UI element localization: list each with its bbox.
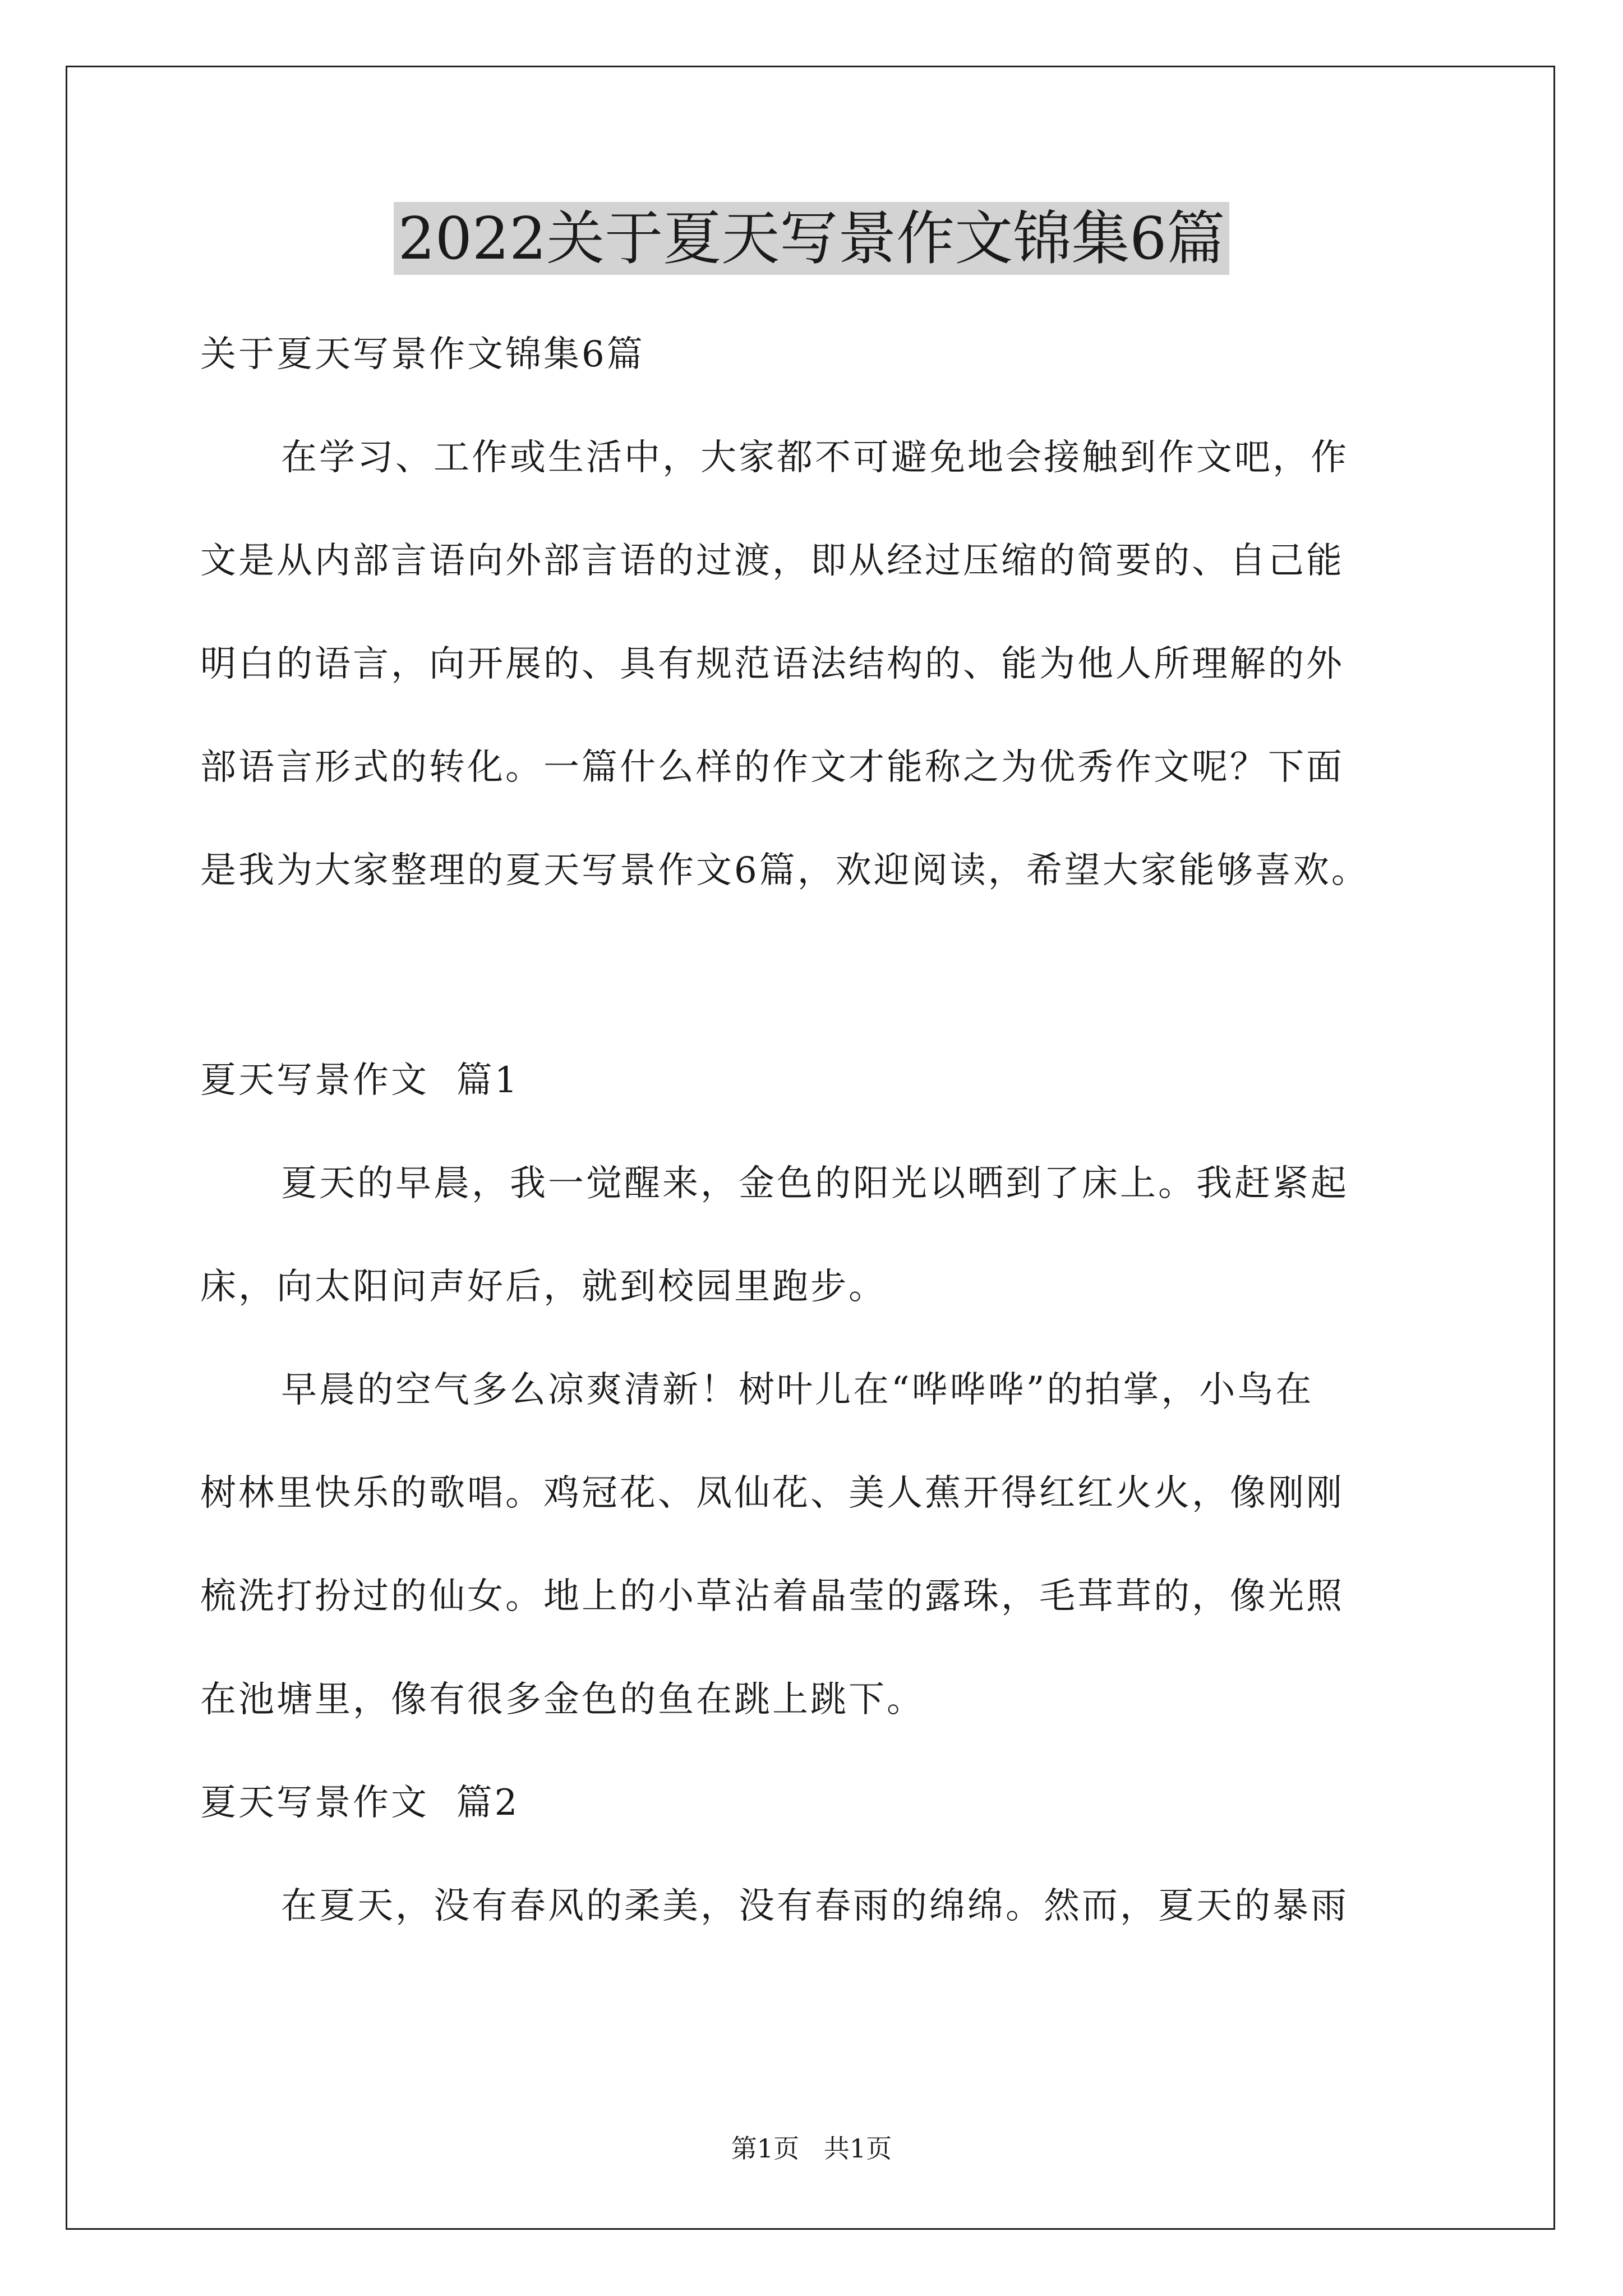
paragraph-line: 早晨的空气多么凉爽清新！树叶儿在“哗哗哗”的拍掌，小鸟在 (281, 1369, 1314, 1411)
intro-line: 文是从内部言语向外部言语的过渡，即从经过压缩的简要的、自己能 (200, 540, 1344, 582)
intro-line: 明白的语言，向开展的、具有规范语法结构的、能为他人所理解的外 (200, 643, 1344, 685)
document-title-text: 2022关于夏天写景作文锦集6篇 (394, 202, 1230, 275)
subtitle: 关于夏天写景作文锦集6篇 (200, 334, 645, 375)
intro-line: 部语言形式的转化。一篇什么样的作文才能称之为优秀作文呢？下面 (200, 747, 1344, 788)
section-heading-1: 夏天写景作文 篇1 (200, 1060, 520, 1101)
intro-line: 是我为大家整理的夏天写景作文6篇，欢迎阅读，希望大家能够喜欢。 (200, 850, 1370, 891)
paragraph-line: 床，向太阳问声好后，就到校园里跑步。 (200, 1266, 887, 1308)
paragraph-line: 树林里快乐的歌唱。鸡冠花、凤仙花、美人蕉开得红红火火，像刚刚 (200, 1473, 1344, 1514)
document-title (0, 199, 1623, 278)
section-heading-2: 夏天写景作文 篇2 (200, 1782, 520, 1824)
page-footer: 第1页 共1页 (731, 2133, 892, 2164)
paragraph-line: 梳洗打扮过的仙女。地上的小草沾着晶莹的露珠，毛茸茸的，像光照 (200, 1576, 1344, 1617)
paragraph-line: 在夏天，没有春风的柔美，没有春雨的绵绵。然而，夏天的暴雨 (281, 1885, 1349, 1927)
paragraph-line: 夏天的早晨，我一觉醒来，金色的阳光以晒到了床上。我赶紧起 (281, 1163, 1349, 1204)
document-body (200, 303, 1434, 1958)
intro-line: 在学习、工作或生活中，大家都不可避免地会接触到作文吧，作 (281, 437, 1349, 478)
paragraph-line: 在池塘里，像有很多金色的鱼在跳上跳下。 (200, 1679, 925, 1720)
spacer (200, 922, 1434, 1029)
